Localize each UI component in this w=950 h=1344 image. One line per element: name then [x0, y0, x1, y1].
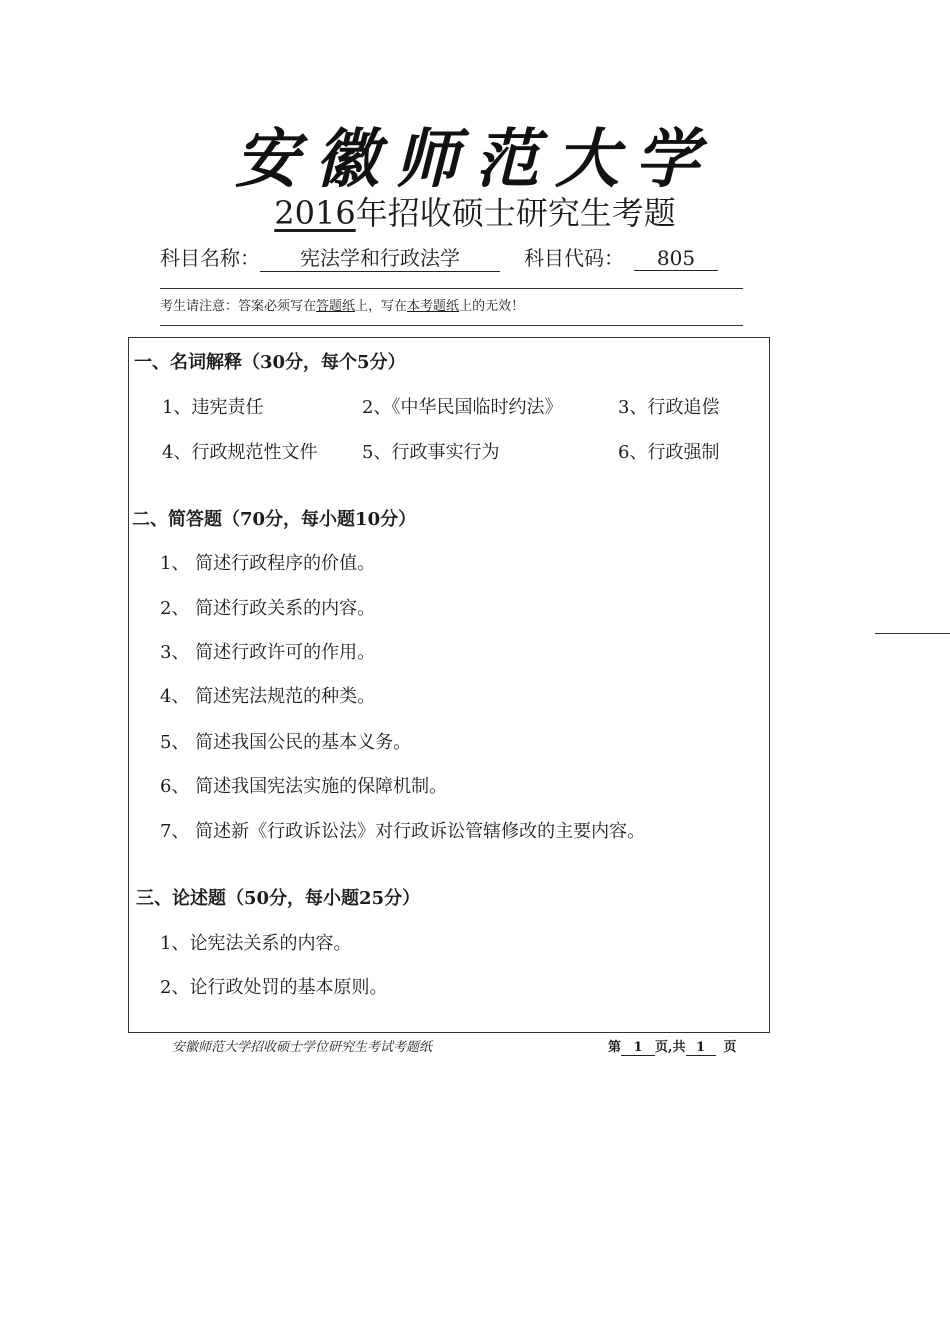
list-item: 1、论宪法关系的内容。 — [160, 933, 352, 954]
header-divider-top — [160, 288, 743, 289]
list-item: 7、 简述新《行政诉讼法》对行政诉讼管辖修改的主要内容。 — [160, 821, 646, 842]
list-item: 1、 简述行政程序的价值。 — [160, 553, 376, 574]
list-item: 2、《中华民国临时约法》 — [362, 397, 563, 418]
header-divider-bottom — [160, 325, 743, 326]
list-item: 2、 简述行政关系的内容。 — [160, 598, 376, 619]
subject-label: 科目名称： — [160, 246, 260, 270]
footer-label: 安徽师范大学招收硕士学位研究生考试考题纸 — [172, 1040, 433, 1055]
page-current: 1 — [621, 1040, 655, 1056]
section-heading: 二、简答题（70分，每小题10分） — [132, 509, 417, 530]
scan-edge-line — [875, 633, 950, 634]
list-item: 6、行政强制 — [618, 442, 720, 463]
page-total: 1 — [686, 1040, 716, 1056]
list-item: 5、 简述我国公民的基本义务。 — [160, 732, 412, 753]
subject-code: 805 — [634, 246, 718, 271]
university-name: 安徽师范大学 — [235, 122, 715, 197]
exam-title — [0, 188, 950, 234]
list-item: 3、 简述行政许可的作用。 — [160, 642, 376, 663]
list-item: 2、论行政处罚的基本原则。 — [160, 977, 388, 998]
exam-title-suffix: 年招收硕士研究生考题 — [355, 194, 676, 232]
list-item: 5、行政事实行为 — [362, 442, 500, 463]
code-label: 科目代码： — [524, 246, 624, 270]
subject-name: 宪法学和行政法学 — [260, 242, 500, 272]
subject-name-row — [160, 242, 500, 272]
list-item: 4、 简述宪法规范的种类。 — [160, 686, 376, 707]
exam-year: 2016 — [274, 194, 356, 232]
section-heading: 三、论述题（50分，每小题25分） — [136, 888, 421, 909]
list-item: 3、行政追偿 — [618, 397, 720, 418]
exam-notice: 考生请注意：答案必须写在答题纸上，写在本考题纸上的无效！ — [160, 299, 525, 314]
subject-code-row — [524, 242, 718, 271]
list-item: 6、 简述我国宪法实施的保障机制。 — [160, 776, 448, 797]
list-item: 1、违宪责任 — [162, 397, 264, 418]
page-indicator: 第 1 页,共 1 页 — [608, 1040, 737, 1055]
list-item: 4、行政规范性文件 — [162, 442, 318, 463]
section-heading: 一、名词解释（30分，每个5分） — [134, 352, 406, 373]
